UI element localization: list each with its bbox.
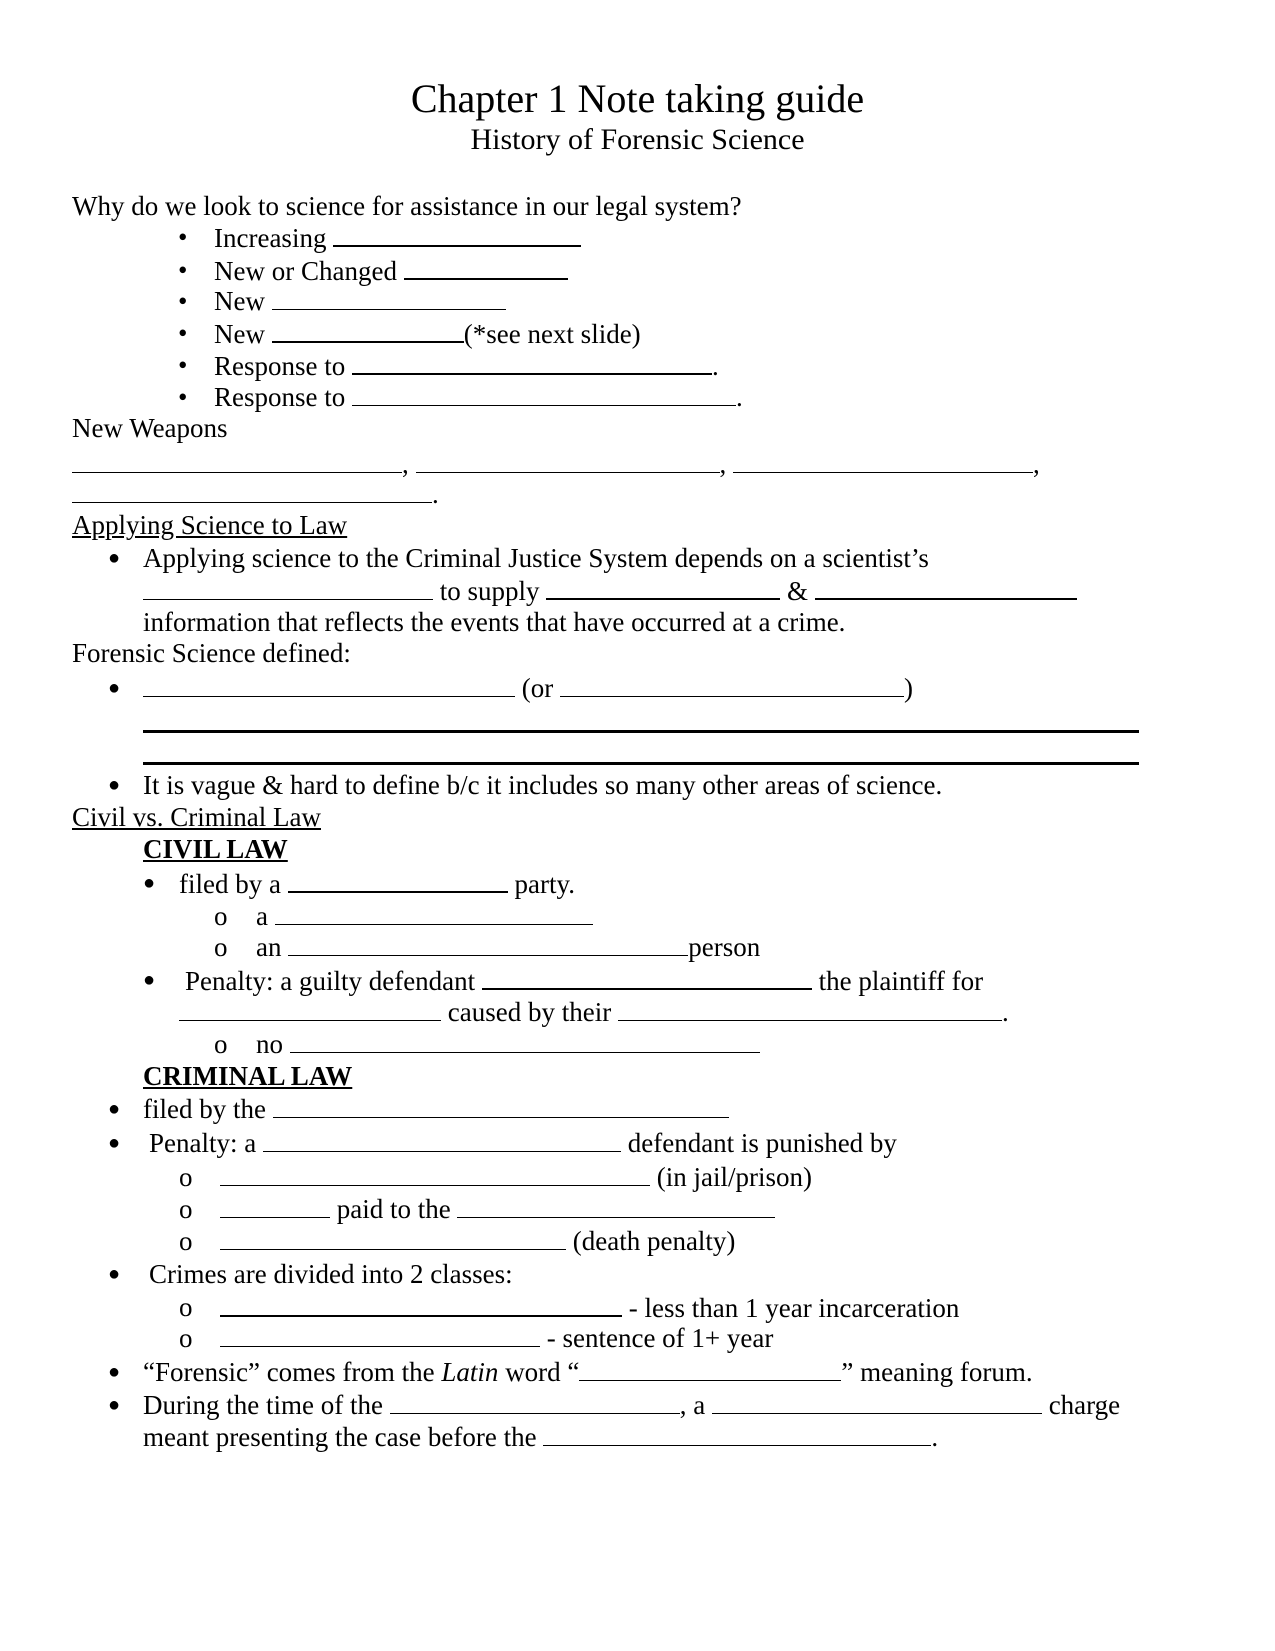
reason-note: (*see next slide) <box>463 319 641 349</box>
fill-in-blank[interactable] <box>390 1389 680 1414</box>
circle-bullet-icon: o <box>179 1162 193 1192</box>
definition-answer-rule[interactable] <box>143 762 1139 765</box>
fill-in-blank[interactable] <box>220 1225 566 1250</box>
fill-in-blank[interactable] <box>482 964 812 990</box>
criminal-law-heading: CRIMINAL LAW <box>143 1061 353 1091</box>
forensic-origin <box>143 1356 1033 1389</box>
applying-line-1: Applying science to the Criminal Justice System depends on a scientist’s <box>143 543 929 573</box>
forensic-prefix: “Forensic” comes from the <box>143 1357 435 1387</box>
criminal-penalty <box>149 1127 897 1160</box>
bullet-dot-icon: ● <box>108 1098 121 1120</box>
circle-bullet-icon: o <box>214 932 228 962</box>
or-text: (or <box>521 673 554 703</box>
reason-label: Response to <box>214 382 346 412</box>
crime-class-felony <box>220 1322 773 1355</box>
fill-in-blank[interactable] <box>179 996 441 1021</box>
period: . <box>432 479 439 509</box>
circle-bullet-icon: o <box>179 1226 193 1256</box>
reason-label: New <box>214 319 265 349</box>
weapons-blanks-row <box>72 478 439 511</box>
comma: , <box>402 449 409 479</box>
civil-penalty <box>185 964 983 998</box>
during-prefix: During the time of the <box>143 1390 383 1420</box>
comma: , <box>1033 449 1040 479</box>
criminal-sub-jail <box>220 1161 812 1194</box>
sentence-text: - sentence of 1+ year <box>546 1323 774 1353</box>
vague-statement: It is vague & hard to define b/c it includes so many other areas of science. <box>143 770 943 800</box>
bullet-dot-icon: ● <box>108 774 121 796</box>
fill-in-blank[interactable] <box>275 900 593 925</box>
crime-class-misdemeanor <box>220 1291 959 1325</box>
reason-item <box>214 254 568 288</box>
civil-filed-by <box>179 867 575 901</box>
fill-in-blank[interactable] <box>220 1161 650 1186</box>
criminal-sub-death <box>220 1225 735 1258</box>
civil-sub-no <box>256 1028 760 1061</box>
charge-text: charge <box>1048 1390 1121 1420</box>
bullet-dot-icon: • <box>178 222 188 252</box>
caused-text: caused by their <box>447 997 612 1027</box>
fill-in-blank[interactable] <box>560 672 904 697</box>
filed-by-text: filed by a <box>179 869 281 899</box>
a-text: a <box>256 901 268 931</box>
fill-in-blank[interactable] <box>290 1028 760 1053</box>
page-title: Chapter 1 Note taking guide <box>410 76 865 121</box>
new-weapons-label: New Weapons <box>72 413 228 443</box>
fill-in-blank[interactable] <box>815 574 1077 600</box>
fill-in-blank[interactable] <box>712 1389 1042 1414</box>
reason-label: Increasing <box>214 223 327 253</box>
civil-sub-an <box>256 931 760 964</box>
fill-in-blank[interactable] <box>220 1291 622 1317</box>
period: . <box>712 351 719 381</box>
bullet-dot-icon: ● <box>108 547 121 569</box>
civil-law-heading: CIVIL LAW <box>143 834 288 864</box>
bullet-dot-icon: • <box>178 350 188 380</box>
comma-a-text: , a <box>679 1390 706 1420</box>
bullet-dot-icon: ● <box>108 1394 121 1416</box>
weapons-blanks-row <box>72 448 1040 481</box>
civil-sub-a <box>256 900 593 933</box>
period: . <box>931 1422 939 1452</box>
fill-in-blank[interactable] <box>352 349 712 375</box>
civil-vs-criminal-heading: Civil vs. Criminal Law <box>72 802 321 832</box>
penalty-text: Penalty: a <box>149 1128 257 1158</box>
party-text: party. <box>514 869 575 899</box>
less-than-year-text: - less than 1 year incarceration <box>628 1293 960 1323</box>
no-text: no <box>256 1029 283 1059</box>
reason-item <box>214 317 641 351</box>
fill-in-blank[interactable] <box>72 478 432 503</box>
bullet-dot-icon: ● <box>143 969 156 991</box>
punished-text: defendant is punished by <box>627 1128 897 1158</box>
fill-in-blank[interactable] <box>352 381 736 406</box>
during-time-line <box>143 1389 1120 1422</box>
fill-in-blank[interactable] <box>273 1093 729 1118</box>
fill-in-blank[interactable] <box>72 448 402 473</box>
circle-bullet-icon: o <box>214 901 228 931</box>
period: . <box>736 382 743 412</box>
an-text: an <box>256 932 282 962</box>
circle-bullet-icon: o <box>214 1029 228 1059</box>
close-paren: ) <box>903 673 913 703</box>
page-subtitle: History of Forensic Science <box>470 123 805 156</box>
latin-word: Latin <box>441 1357 499 1387</box>
reason-label: New <box>214 286 265 316</box>
during-time-line-2 <box>143 1421 938 1454</box>
paid-text: paid to the <box>336 1194 451 1224</box>
plaintiff-text: the plaintiff for <box>818 966 984 996</box>
comma: , <box>719 449 727 479</box>
fill-in-blank[interactable] <box>220 1193 330 1218</box>
fill-in-blank[interactable] <box>416 448 720 473</box>
bullet-dot-icon: ● <box>108 1361 121 1383</box>
crime-classes: Crimes are divided into 2 classes: <box>149 1259 513 1289</box>
bullet-dot-icon: • <box>178 255 188 285</box>
fill-in-blank[interactable] <box>546 574 780 600</box>
circle-bullet-icon: o <box>179 1323 193 1353</box>
fill-in-blank[interactable] <box>404 254 568 280</box>
civil-penalty-line-2 <box>179 996 1009 1029</box>
bullet-dot-icon: • <box>178 318 188 348</box>
fill-in-blank[interactable] <box>457 1193 775 1218</box>
bullet-dot-icon: • <box>178 382 188 412</box>
criminal-sub-paid <box>220 1193 775 1226</box>
fill-in-blank[interactable] <box>618 996 1002 1021</box>
forensic-defined-heading: Forensic Science defined: <box>72 638 351 668</box>
penalty-text: Penalty: a guilty defendant <box>185 966 476 996</box>
meaning-text: ” meaning forum. <box>841 1357 1033 1387</box>
definition-line <box>143 672 913 705</box>
criminal-filed-by <box>143 1093 729 1126</box>
fill-in-blank[interactable] <box>579 1356 841 1381</box>
bullet-dot-icon: ● <box>108 1263 121 1285</box>
reason-label: New or Changed <box>214 256 397 286</box>
fill-in-blank[interactable] <box>733 448 1033 473</box>
death-text: (death penalty) <box>572 1226 736 1256</box>
fill-in-blank[interactable] <box>333 221 581 247</box>
reason-item <box>214 221 581 255</box>
to-supply-text: to supply <box>439 576 540 606</box>
word-text: word “ <box>505 1357 580 1387</box>
applying-line-3: information that reflects the events that have occurred at a crime. <box>143 607 846 637</box>
ampersand: & <box>787 576 809 606</box>
circle-bullet-icon: o <box>179 1292 193 1322</box>
fill-in-blank[interactable] <box>288 867 508 893</box>
fill-in-blank[interactable] <box>220 1322 540 1347</box>
person-text: person <box>688 932 761 962</box>
reason-label: Response to <box>214 351 346 381</box>
period: . <box>1001 997 1009 1027</box>
jail-text: (in jail/prison) <box>656 1162 812 1192</box>
bullet-dot-icon: ● <box>108 1132 121 1154</box>
applying-science-heading: Applying Science to Law <box>72 510 348 540</box>
filed-by-text: filed by the <box>143 1094 266 1124</box>
reason-item <box>214 381 743 414</box>
fill-in-blank[interactable] <box>543 1421 931 1446</box>
meant-text: meant presenting the case before the <box>143 1422 537 1452</box>
bullet-dot-icon: • <box>178 286 188 316</box>
bullet-dot-icon: ● <box>108 677 121 699</box>
reason-item <box>214 285 506 318</box>
reason-item <box>214 349 719 383</box>
fill-in-blank[interactable] <box>288 931 688 956</box>
fill-in-blank[interactable] <box>263 1127 621 1152</box>
legal-system-question: Why do we look to science for assistance in our legal system? <box>72 191 742 221</box>
definition-answer-rule[interactable] <box>143 730 1139 733</box>
applying-line-2 <box>143 574 1077 608</box>
bullet-dot-icon: ● <box>143 872 156 894</box>
circle-bullet-icon: o <box>179 1194 193 1224</box>
fill-in-blank[interactable] <box>272 317 464 343</box>
fill-in-blank[interactable] <box>143 575 433 600</box>
fill-in-blank[interactable] <box>143 672 515 697</box>
fill-in-blank[interactable] <box>272 285 506 310</box>
